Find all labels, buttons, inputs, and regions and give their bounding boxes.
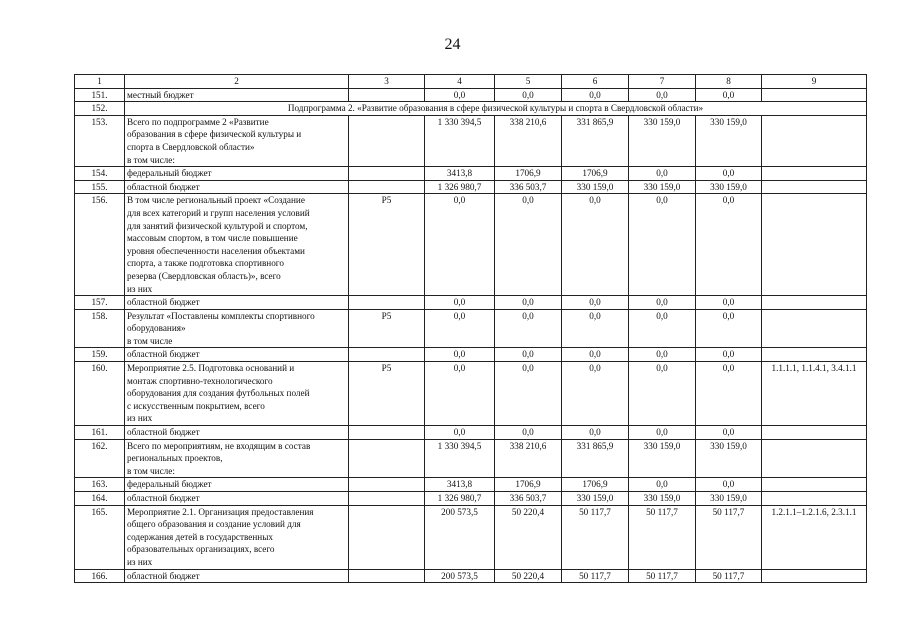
- indicator-reference: [762, 167, 867, 181]
- table-row: [75, 348, 867, 362]
- description-line: с искусственным покрытием, всего: [127, 400, 265, 411]
- amount-cell: 1 326 980,7: [425, 180, 495, 194]
- table-row: [75, 439, 867, 478]
- amount-cell: 330 159,0: [629, 115, 696, 166]
- amount-cell: 338 210,6: [495, 439, 562, 478]
- description-line: в том числе: [127, 335, 173, 346]
- amount-cell: 1706,9: [495, 478, 562, 492]
- target-code: [349, 180, 425, 194]
- amount-cell: 0,0: [495, 362, 562, 426]
- description-line: спорта, а также подготовка спортивного: [127, 258, 284, 269]
- amount-cell: 0,0: [562, 88, 629, 102]
- description-line: областной бюджет: [127, 297, 200, 308]
- column-header: 6: [562, 75, 629, 89]
- amount-cell: 0,0: [696, 478, 762, 492]
- amount-cell: 331 865,9: [562, 439, 629, 478]
- amount-cell: 0,0: [696, 88, 762, 102]
- amount-cell: 0,0: [629, 167, 696, 181]
- description-line: федеральный бюджет: [127, 479, 212, 490]
- indicator-reference: [762, 180, 867, 194]
- amount-cell: 200 573,5: [425, 569, 495, 583]
- row-number: 153.: [75, 115, 125, 166]
- amount-cell: 0,0: [425, 362, 495, 426]
- table-row: [75, 167, 867, 181]
- amount-cell: 0,0: [696, 362, 762, 426]
- description-line: областной бюджет: [127, 493, 200, 503]
- amount-cell: 0,0: [425, 296, 495, 310]
- target-code: P5: [349, 362, 425, 426]
- amount-cell: 0,0: [629, 296, 696, 310]
- table-row: [75, 492, 867, 506]
- amount-cell: 330 159,0: [696, 439, 762, 478]
- row-number: 164.: [75, 492, 125, 506]
- description-line: областной бюджет: [127, 570, 200, 581]
- table-row: [75, 115, 867, 166]
- indicator-reference: 1.2.1.1–1.2.1.6, 2.3.1.1: [762, 505, 867, 569]
- target-code: [349, 167, 425, 181]
- description-line: содержания детей в государственных: [127, 531, 273, 542]
- row-description: [125, 362, 349, 426]
- subprogram-title: Подпрограмма 2. «Развитие образования в сфере физической культуры и спорта в Свердловской области»: [125, 102, 867, 116]
- target-code: [349, 505, 425, 569]
- description-line: массовым спортом, в том числе повышение: [127, 233, 298, 244]
- amount-cell: 50 117,7: [629, 569, 696, 583]
- row-description: [125, 167, 349, 181]
- amount-cell: 3413,8: [425, 167, 495, 181]
- row-number: 156.: [75, 194, 125, 296]
- column-header: 1: [75, 75, 125, 89]
- target-code: P5: [349, 309, 425, 348]
- row-number: 158.: [75, 309, 125, 348]
- table-row: [75, 194, 867, 296]
- amount-cell: 1706,9: [562, 167, 629, 181]
- target-code: [349, 115, 425, 166]
- amount-cell: 1 330 394,5: [425, 115, 495, 166]
- page-number: 24: [444, 36, 461, 53]
- amount-cell: 0,0: [495, 309, 562, 348]
- amount-cell: 0,0: [495, 348, 562, 362]
- table-row: [75, 180, 867, 194]
- description-line: спорта в Свердловской области»: [127, 141, 255, 152]
- description-line: областной бюджет: [127, 181, 200, 192]
- amount-cell: 330 159,0: [696, 492, 762, 506]
- amount-cell: 336 503,7: [495, 492, 562, 506]
- table-row: [75, 505, 867, 569]
- indicator-reference: [762, 194, 867, 296]
- amount-cell: 50 117,7: [629, 505, 696, 569]
- row-description: [125, 478, 349, 492]
- row-number: 166.: [75, 569, 125, 583]
- target-code: [349, 569, 425, 583]
- amount-cell: 0,0: [562, 309, 629, 348]
- column-header: 3: [349, 75, 425, 89]
- amount-cell: 0,0: [629, 309, 696, 348]
- budget-table: [74, 74, 867, 583]
- description-line: общего образования и создание условий для: [127, 519, 301, 530]
- description-line: Всего по мероприятиям, не входящим в состав: [127, 440, 311, 451]
- amount-cell: 0,0: [629, 88, 696, 102]
- indicator-reference: [762, 478, 867, 492]
- amount-cell: 331 865,9: [562, 115, 629, 166]
- column-header: 5: [495, 75, 562, 89]
- column-header: 8: [696, 75, 762, 89]
- row-number: 151.: [75, 88, 125, 102]
- target-code: [349, 426, 425, 440]
- amount-cell: 330 159,0: [629, 439, 696, 478]
- amount-cell: 50 117,7: [696, 569, 762, 583]
- amount-cell: 0,0: [696, 167, 762, 181]
- amount-cell: 0,0: [425, 88, 495, 102]
- description-line: областной бюджет: [127, 427, 200, 438]
- row-description: [125, 569, 349, 583]
- column-header: 2: [125, 75, 349, 89]
- row-description: [125, 426, 349, 440]
- table-row: [75, 478, 867, 492]
- indicator-reference: [762, 88, 867, 102]
- table-row: [75, 309, 867, 348]
- description-line: региональных проектов,: [127, 453, 223, 464]
- table-row: [75, 362, 867, 426]
- amount-cell: 0,0: [696, 194, 762, 296]
- description-line: из них: [127, 556, 153, 567]
- row-description: [125, 348, 349, 362]
- amount-cell: 50 220,4: [495, 569, 562, 583]
- row-description: [125, 88, 349, 102]
- amount-cell: 50 117,7: [562, 505, 629, 569]
- amount-cell: 0,0: [562, 348, 629, 362]
- indicator-reference: [762, 309, 867, 348]
- row-description: [125, 505, 349, 569]
- table-row: [75, 426, 867, 440]
- amount-cell: 0,0: [696, 348, 762, 362]
- row-number: 162.: [75, 439, 125, 478]
- amount-cell: 200 573,5: [425, 505, 495, 569]
- target-code: [349, 88, 425, 102]
- description-line: в том числе:: [127, 154, 175, 165]
- amount-cell: 0,0: [629, 348, 696, 362]
- table-row: [75, 296, 867, 310]
- row-number: 160.: [75, 362, 125, 426]
- amount-cell: 0,0: [495, 426, 562, 440]
- row-number: 163.: [75, 478, 125, 492]
- amount-cell: 1 330 394,5: [425, 439, 495, 478]
- amount-cell: 336 503,7: [495, 180, 562, 194]
- row-number: 152.: [75, 102, 125, 116]
- description-line: уровня обеспеченности населения объектами: [127, 245, 305, 256]
- indicator-reference: [762, 439, 867, 478]
- amount-cell: 0,0: [629, 362, 696, 426]
- target-code: [349, 439, 425, 478]
- amount-cell: 330 159,0: [696, 115, 762, 166]
- amount-cell: 330 159,0: [629, 180, 696, 194]
- amount-cell: 1 326 980,7: [425, 492, 495, 506]
- row-description: [125, 439, 349, 478]
- column-header: 7: [629, 75, 696, 89]
- description-line: Мероприятие 2.5. Подготовка оснований и: [127, 363, 295, 374]
- description-line: монтаж спортивно-технологического: [127, 375, 273, 386]
- row-number: 165.: [75, 505, 125, 569]
- amount-cell: 0,0: [629, 194, 696, 296]
- indicator-reference: [762, 569, 867, 583]
- table-header-row: [75, 75, 867, 89]
- description-line: образовательных организациях, всего: [127, 544, 275, 555]
- amount-cell: 0,0: [696, 296, 762, 310]
- row-description: [125, 115, 349, 166]
- row-number: 161.: [75, 426, 125, 440]
- description-line: областной бюджет: [127, 349, 200, 360]
- row-number: 157.: [75, 296, 125, 310]
- description-line: оборудования для создания футбольных полей: [127, 388, 310, 399]
- amount-cell: 0,0: [562, 362, 629, 426]
- description-line: для всех категорий и групп населения условий: [127, 207, 310, 218]
- row-description: [125, 309, 349, 348]
- indicator-reference: [762, 296, 867, 310]
- amount-cell: 0,0: [629, 426, 696, 440]
- amount-cell: 0,0: [696, 426, 762, 440]
- amount-cell: 338 210,6: [495, 115, 562, 166]
- indicator-reference: [762, 348, 867, 362]
- row-description: [125, 180, 349, 194]
- indicator-reference: [762, 426, 867, 440]
- description-line: из них: [127, 413, 153, 424]
- description-line: местный бюджет: [127, 89, 194, 100]
- description-line: В том числе региональный проект «Создание: [127, 195, 305, 206]
- amount-cell: 330 159,0: [562, 492, 629, 506]
- amount-cell: 0,0: [562, 426, 629, 440]
- row-description: [125, 194, 349, 296]
- description-line: для занятий физической культурой и спортом,: [127, 220, 308, 231]
- row-description: [125, 492, 349, 506]
- target-code: [349, 492, 425, 506]
- amount-cell: 0,0: [696, 309, 762, 348]
- description-line: из них: [127, 283, 153, 294]
- indicator-reference: 1.1.1.1, 1.1.4.1, 3.4.1.1: [762, 362, 867, 426]
- table-row: [75, 88, 867, 102]
- table-row: [75, 102, 867, 116]
- amount-cell: 0,0: [495, 194, 562, 296]
- amount-cell: 0,0: [425, 348, 495, 362]
- table-row: [75, 569, 867, 583]
- amount-cell: 50 220,4: [495, 505, 562, 569]
- description-line: оборудования»: [127, 323, 186, 334]
- target-code: P5: [349, 194, 425, 296]
- amount-cell: 3413,8: [425, 478, 495, 492]
- description-line: федеральный бюджет: [127, 168, 212, 179]
- amount-cell: 0,0: [495, 296, 562, 310]
- amount-cell: 0,0: [425, 194, 495, 296]
- amount-cell: 50 117,7: [696, 505, 762, 569]
- description-line: Мероприятие 2.1. Организация предоставления: [127, 506, 314, 517]
- row-number: 154.: [75, 167, 125, 181]
- indicator-reference: [762, 115, 867, 166]
- row-number: 159.: [75, 348, 125, 362]
- row-description: [125, 296, 349, 310]
- column-header: 9: [762, 75, 867, 89]
- amount-cell: 0,0: [629, 478, 696, 492]
- target-code: [349, 296, 425, 310]
- target-code: [349, 478, 425, 492]
- amount-cell: 0,0: [425, 309, 495, 348]
- amount-cell: 1706,9: [495, 167, 562, 181]
- amount-cell: 0,0: [562, 296, 629, 310]
- amount-cell: 330 159,0: [562, 180, 629, 194]
- row-number: 155.: [75, 180, 125, 194]
- amount-cell: 0,0: [425, 426, 495, 440]
- amount-cell: 0,0: [562, 194, 629, 296]
- amount-cell: 0,0: [495, 88, 562, 102]
- description-line: в том числе:: [127, 465, 175, 476]
- description-line: Результат «Поставлены комплекты спортивного: [127, 310, 315, 321]
- column-header: 4: [425, 75, 495, 89]
- amount-cell: 330 159,0: [629, 492, 696, 506]
- description-line: резерва (Свердловская область)», всего: [127, 270, 281, 281]
- description-line: Всего по подпрограмме 2 «Развитие: [127, 116, 269, 127]
- amount-cell: 330 159,0: [696, 180, 762, 194]
- description-line: образования в сфере физической культуры и: [127, 129, 302, 140]
- target-code: [349, 348, 425, 362]
- amount-cell: 50 117,7: [562, 569, 629, 583]
- amount-cell: 1706,9: [562, 478, 629, 492]
- indicator-reference: [762, 492, 867, 506]
